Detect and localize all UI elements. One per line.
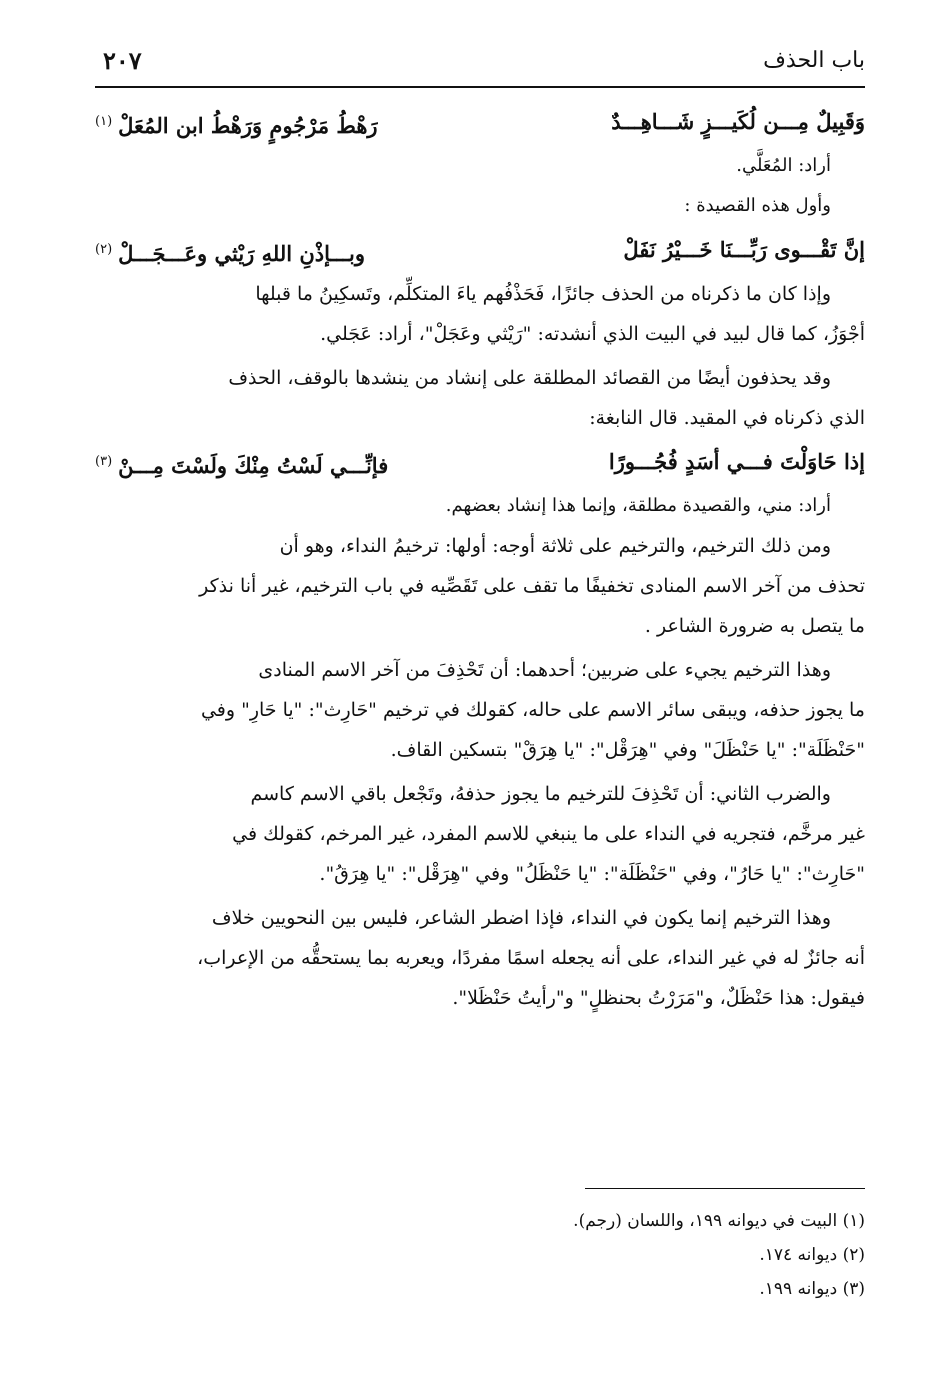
paragraph-innama-line-3: فيقول: هذا حَنْظَلٌ، و"مَرَرْتُ بحنظلٍ" و"رأيتُ حَنْظَلا". <box>452 987 865 1009</box>
paragraph-darb-line-2: غير مرخَّم، فتجريه في النداء على ما ينبغي للاسم المفرد، غير المرخم، كقولك في <box>232 823 865 845</box>
verse-2-first-hemistich: إنَّ تَقْـــوى رَبِّـــنَا خَـــيْرُ نَفَلْ <box>623 237 865 262</box>
chapter-title: باب الحذف <box>763 48 865 73</box>
paragraph-idha-line-1: وإذا كان ما ذكرناه من الحذف جائزًا، فَحَذْفُهم ياءَ المتكلِّم، وتَسكِينُ ما قبلها <box>255 283 831 305</box>
footnote-marker-2: (٢) <box>95 242 113 257</box>
footnote-2: (٢) ديوانه ١٧٤. <box>759 1245 865 1265</box>
paragraph-irad-1: أراد: المُعَلَّي. <box>736 155 831 176</box>
verse-1 <box>95 98 865 146</box>
paragraph-darb-line-3: "حَارِث": "يا حَارُ"، وفي "حَنْظَلَة": "يا حَنْظَلُ" وفي "هِرَقْل": "يا هِرَقُ". <box>319 863 865 885</box>
paragraph-wa-qad-line-2: الذي ذكرناه في المقيد. قال النابغة: <box>589 407 865 429</box>
page-body <box>95 98 865 1018</box>
verse-3-second-hemistich <box>95 438 465 486</box>
paragraph-first-of-poem: وأول هذه القصيدة : <box>684 195 831 216</box>
verse-3-second-text: فإنِّـــي لَسْتُ مِنْكَ ولَسْتَ مِـــنْ <box>118 453 389 478</box>
footnote-marker-1: (١) <box>95 114 113 129</box>
footnote-3: (٣) ديوانه ١٩٩. <box>759 1279 865 1299</box>
paragraph-innama-line-1: وهذا الترخيم إنما يكون في النداء، فإذا اضطر الشاعر، فليس بين النحويين خلاف <box>211 907 831 929</box>
verse-2-second-hemistich <box>95 226 465 274</box>
paragraph-hadha-line-3: "حَنْظَلَة": "يا حَنْظَلَ" وفي "هِرَقْل": "يا هِرَقْ" بتسكين القاف. <box>390 739 865 761</box>
paragraph-idha-line-2: أجْوَزُ، كما قال لبيد في البيت الذي أنشدته: "رَيْثي وعَجَلْ"، أراد: عَجَلي. <box>320 323 865 345</box>
paragraph-innama-line-2: أنه جائزٌ له في غير النداء، على أنه يجعله اسمًا مفردًا، ويعربه بما يستحقُّه من الإعراب، <box>197 947 865 969</box>
verse-3 <box>95 438 865 486</box>
paragraph-darb-line-1: والضرب الثاني: أن تَحْذِفَ للترخيم ما يجوز حذفهُ، وتَجْعل باقي الاسم كاسم <box>250 783 831 805</box>
page-header <box>95 40 865 88</box>
verse-2-second-text: وبـــإذْنِ اللهِ رَيْثي وعَـــجَـــلْ <box>118 241 366 266</box>
paragraph-hadha-line-2: ما يجوز حذفه، ويبقى سائر الاسم على حاله، كقولك في ترخيم "حَارِث": "يا حَارِ" وفي <box>200 699 865 721</box>
verse-3-first-hemistich: إذا حَاوَلْتَ فـــي أسَدٍ فُجُـــورًا <box>608 449 865 474</box>
paragraph-irad-2: أراد: مني، والقصيدة مطلقة، وإنما هذا إنشاد بعضهم. <box>445 495 831 516</box>
page-number: ٢٠٧ <box>103 46 142 75</box>
verse-1-second-text: رَهْطُ مَرْجُومٍ وَرَهْطُ ابن المُعَلْ <box>118 113 378 138</box>
paragraph-wa-qad-line-1: وقد يحذفون أيضًا من القصائد المطلقة على إنشاد من ينشدها بالوقف، الحذف <box>228 367 831 389</box>
footnote-marker-3: (٣) <box>95 454 113 469</box>
footnote-divider <box>585 1188 865 1189</box>
paragraph-wamin-line-1: ومن ذلك الترخيم، والترخيم على ثلاثة أوجه: أولها: ترخيمُ النداء، وهو أن <box>279 535 831 557</box>
footnotes <box>95 1204 865 1306</box>
paragraph-hadha-line-1: وهذا الترخيم يجيء على ضربين؛ أحدهما: أن تَحْذِفَ من آخر الاسم المنادى <box>258 659 831 681</box>
verse-1-second-hemistich <box>95 98 465 146</box>
verse-1-first-hemistich: وَقَبِيلٌ مِـــن لُكَيـــزٍ شَـــاهِـــدٌ <box>611 109 865 134</box>
paragraph-wamin-line-2: تحذف من آخر الاسم المنادى تخفيفًا ما تقف على تَقَصِّيه في باب الترخيم، غير أنا نذكر <box>199 575 865 597</box>
footnote-1: (١) البيت في ديوانه ١٩٩، واللسان (رجم). <box>573 1211 865 1231</box>
verse-2 <box>95 226 865 274</box>
paragraph-wamin-line-3: ما يتصل به ضرورة الشاعر . <box>644 615 865 637</box>
